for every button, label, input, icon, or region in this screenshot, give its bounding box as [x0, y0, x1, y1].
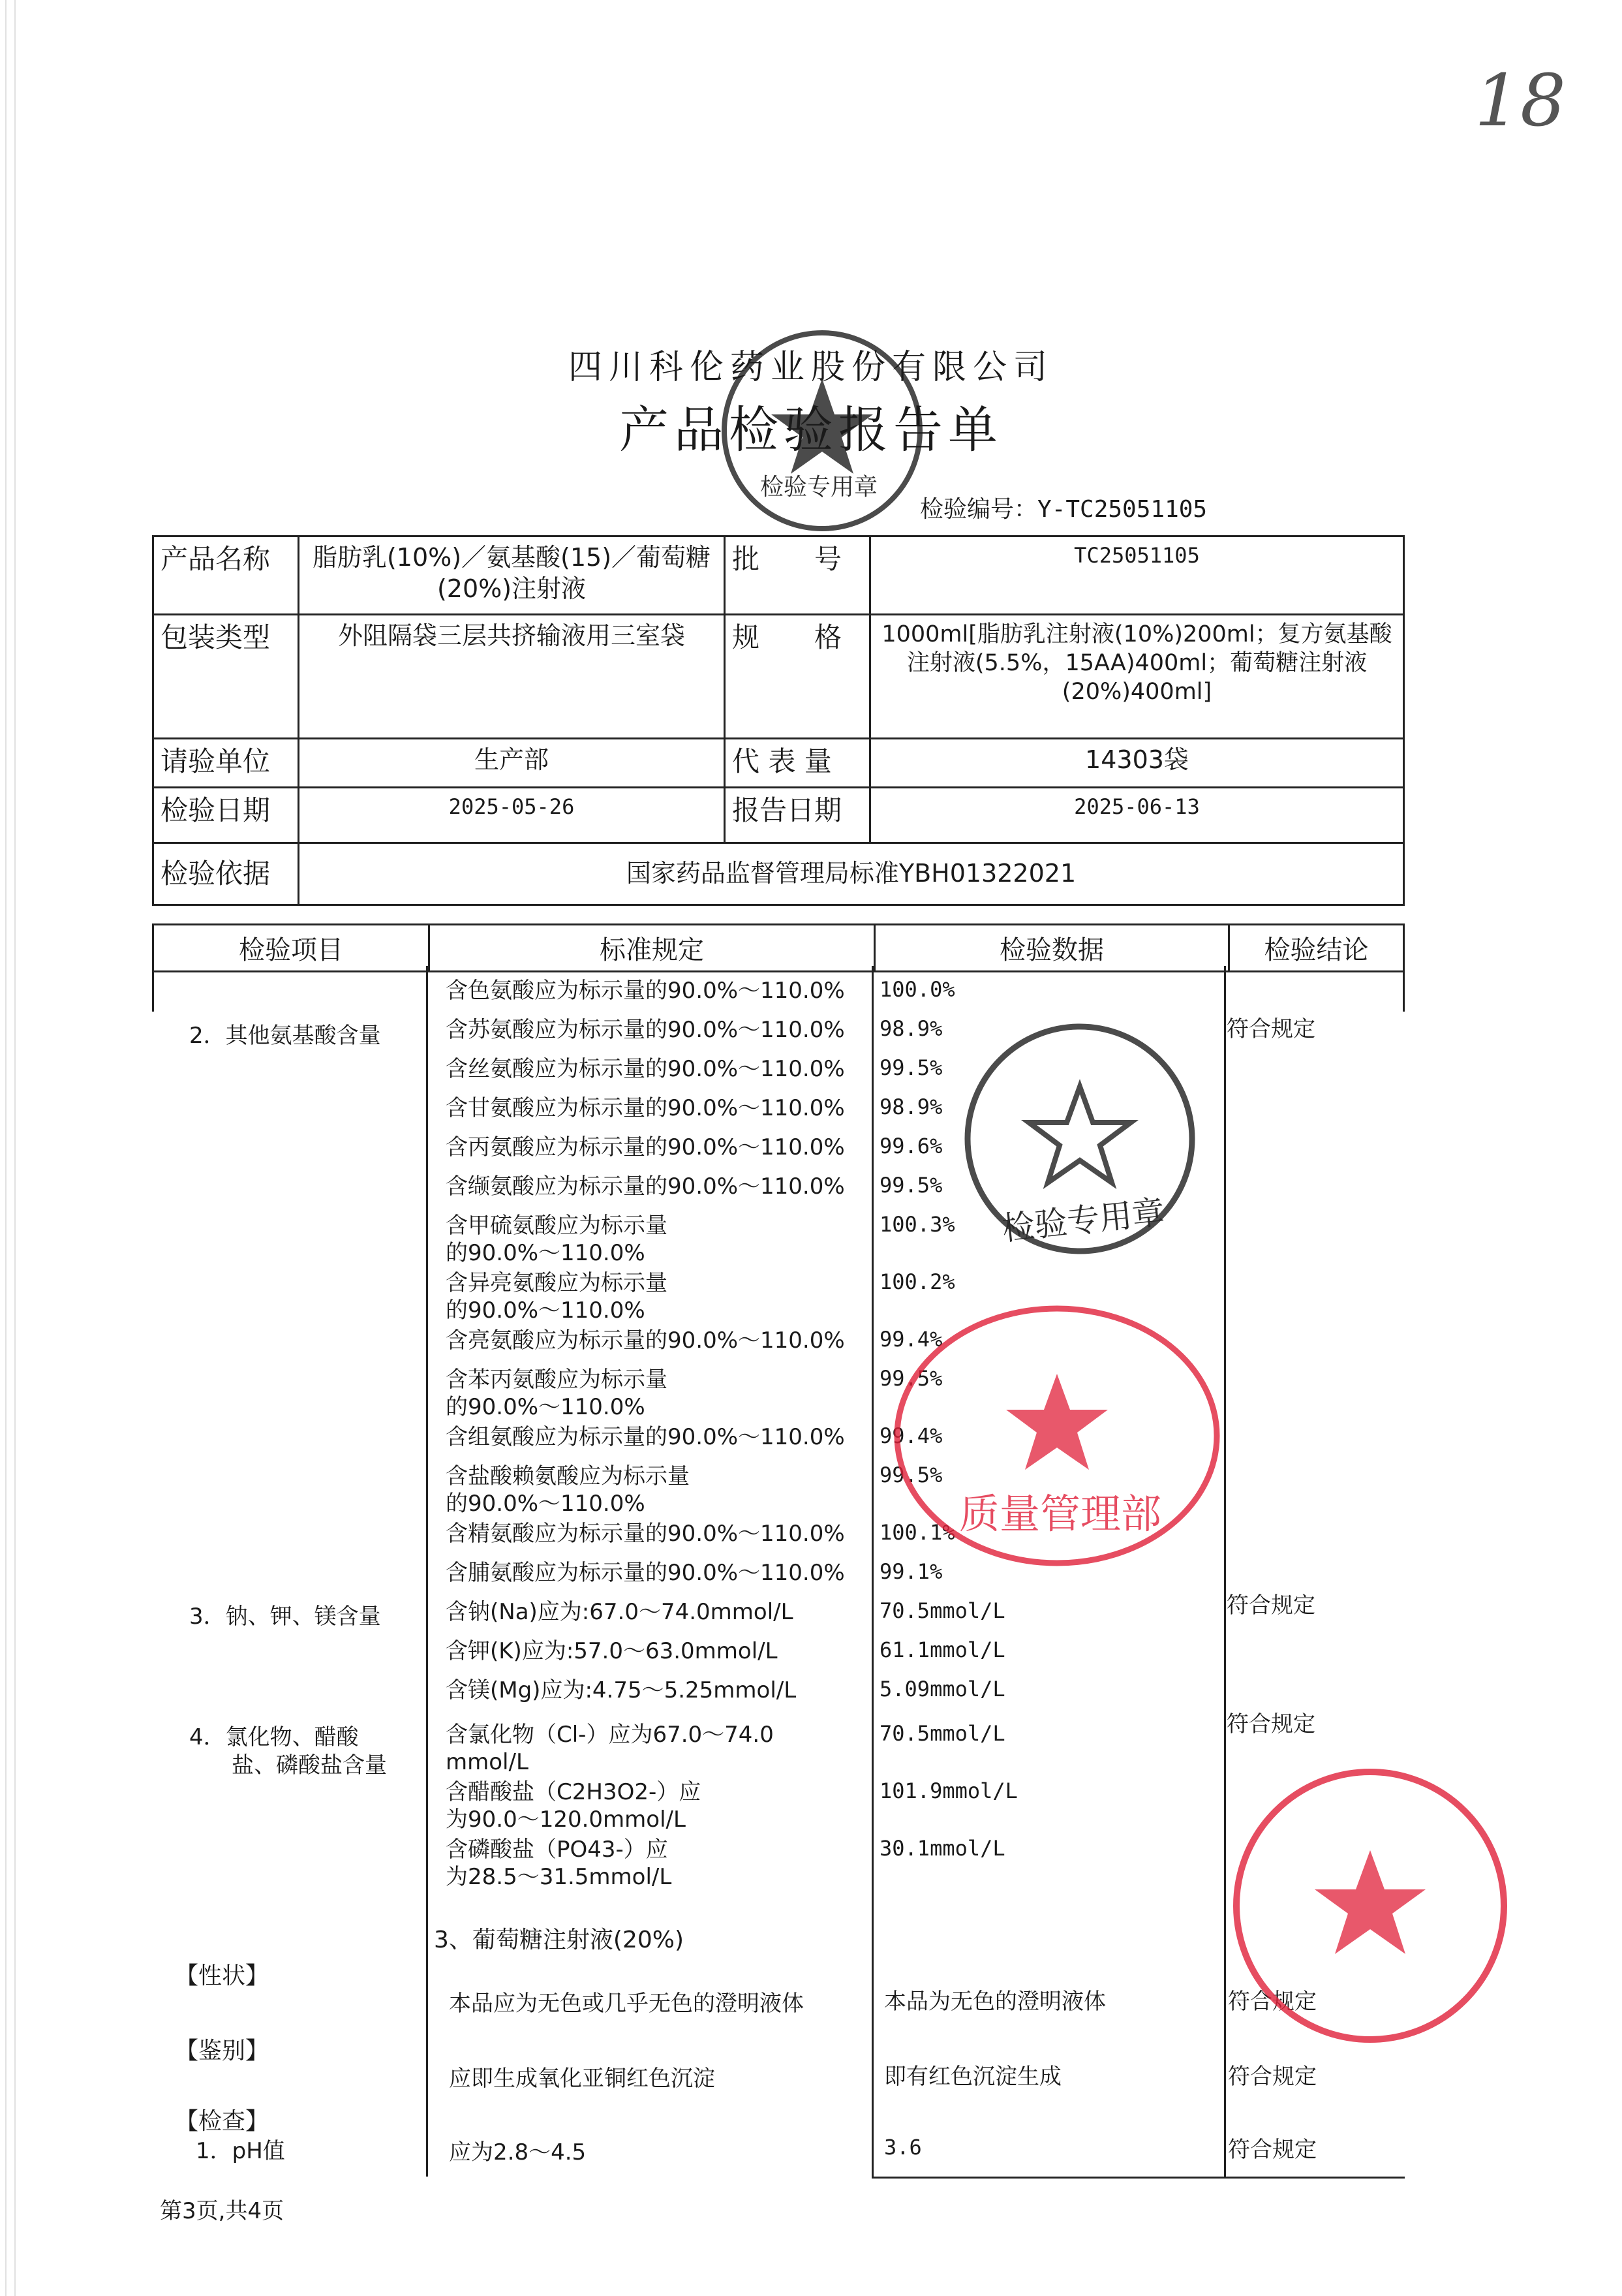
standard-text: 含苏氨酸应为标示量的90.0%～110.0% — [446, 1017, 845, 1043]
report-number — [920, 491, 1207, 524]
standard-text: 的90.0%～110.0% — [446, 1394, 645, 1420]
batch-label: 批 号 — [725, 536, 870, 615]
data-value: 100.2% — [880, 1269, 955, 1294]
basis-label: 检验依据 — [153, 843, 299, 905]
standard-text: 为90.0～120.0mmol/L — [446, 1807, 686, 1833]
document-title: 产品检验报告单 — [619, 401, 1003, 459]
col-test-item: 检验项目 — [153, 925, 429, 972]
standard-text: 含苯丙氨酸应为标示量 — [446, 1367, 667, 1393]
standard-text: 含氯化物（Cl-）应为67.0～74.0 — [446, 1722, 774, 1748]
data-value: 101.9mmol/L — [880, 1778, 1018, 1803]
standard-text: 含醋酸盐（C2H3O2-）应 — [446, 1779, 701, 1805]
spec-label: 规 格 — [725, 615, 870, 739]
characteristics-data: 本品为无色的澄明液体 — [884, 1989, 1106, 2015]
data-value: 100.0% — [880, 977, 955, 1002]
data-value: 99.5% — [880, 1463, 943, 1487]
page-footer: 第3页,共4页 — [160, 2198, 284, 2224]
characteristics-label: 【性状】 — [175, 1962, 269, 1989]
data-value: 5.09mmol/L — [880, 1677, 1005, 1701]
package-type: 外阻隔袋三层共挤输液用三室袋 — [299, 615, 725, 739]
data-value: 70.5mmol/L — [880, 1721, 1005, 1746]
standard-text: 为28.5～31.5mmol/L — [446, 1864, 672, 1890]
test-basis: 国家药品监督管理局标准YBH01322021 — [299, 843, 1404, 905]
product-name-label: 产品名称 — [153, 536, 299, 615]
report-date: 2025-06-13 — [870, 788, 1404, 843]
standard-text: 含钠(Na)应为:67.0～74.0mmol/L — [446, 1599, 793, 1625]
data-value: 99.1% — [880, 1559, 943, 1584]
ph-standard: 应为2.8～4.5 — [449, 2139, 587, 2165]
stamp-red-oval-label: 质量管理部 — [959, 1490, 1162, 1538]
data-value: 98.9% — [880, 1094, 943, 1119]
data-value: 99.5% — [880, 1366, 943, 1391]
data-value: 99.4% — [880, 1327, 943, 1352]
table-left-edge — [152, 966, 154, 1012]
stamp-top-label: 检验专用章 — [760, 474, 878, 501]
characteristics-standard: 本品应为无色或几乎无色的澄明液体 — [449, 1991, 804, 2017]
test-date: 2025-05-26 — [299, 788, 725, 843]
conclusion-amino-acids: 符合规定 — [1227, 1016, 1315, 1042]
identification-conclusion: 符合规定 — [1228, 2064, 1317, 2090]
data-value: 100.3% — [880, 1212, 955, 1237]
standard-text: 含盐酸赖氨酸应为标示量 — [446, 1463, 690, 1489]
table-bottom-line — [872, 2177, 1405, 2179]
results-column-header — [152, 923, 1405, 972]
ph-label: 1．pH值 — [196, 2138, 285, 2164]
table-right-edge — [1403, 966, 1405, 1012]
standard-text: 的90.0%～110.0% — [446, 1297, 645, 1324]
standard-text: mmol/L — [446, 1749, 528, 1775]
data-value: 99.5% — [880, 1055, 943, 1080]
ph-data: 3.6 — [884, 2135, 922, 2160]
standard-text: 含甘氨酸应为标示量的90.0%～110.0% — [446, 1095, 845, 1121]
standard-text: 含丝氨酸应为标示量的90.0%～110.0% — [446, 1056, 845, 1082]
col-conclusion: 检验结论 — [1229, 925, 1404, 972]
standard-text: 含异亮氨酸应为标示量 — [446, 1270, 667, 1296]
check-label: 【检查】 — [175, 2108, 269, 2135]
item-electrolytes: 3．钠、钾、镁含量 — [189, 1604, 381, 1630]
characteristics-conclusion: 符合规定 — [1228, 1989, 1317, 2015]
requester-label: 请验单位 — [153, 739, 299, 788]
data-value: 100.1% — [880, 1520, 955, 1545]
col-data: 检验数据 — [875, 925, 1229, 972]
standard-text: 含丙氨酸应为标示量的90.0%～110.0% — [446, 1134, 845, 1160]
header-table — [152, 535, 1405, 906]
stamp-middle-label: 检验专用章 — [1000, 1193, 1167, 1248]
package-label: 包装类型 — [153, 615, 299, 739]
standard-text: 含缬氨酸应为标示量的90.0%～110.0% — [446, 1173, 845, 1200]
quantity-label: 代 表 量 — [725, 739, 870, 788]
standard-text: 含亮氨酸应为标示量的90.0%～110.0% — [446, 1327, 845, 1354]
column-divider — [426, 966, 428, 2177]
data-value: 99.6% — [880, 1134, 943, 1158]
quantity: 14303袋 — [870, 739, 1404, 788]
specification: 1000ml[脂肪乳注射液(10%)200ml；复方氨基酸注射液(5.5%，15AA)400ml；葡萄糖注射液(20%)400ml] — [870, 615, 1404, 739]
data-value: 30.1mmol/L — [880, 1836, 1005, 1861]
report-number-value: Y-TC25051105 — [1037, 496, 1208, 523]
conclusion-electrolytes: 符合规定 — [1227, 1592, 1315, 1619]
standard-text: 含脯氨酸应为标示量的90.0%～110.0% — [446, 1560, 845, 1586]
standard-text: 含精氨酸应为标示量的90.0%～110.0% — [446, 1521, 845, 1547]
item-anions-line2: 盐、磷酸盐含量 — [232, 1752, 387, 1778]
glucose-heading: 3、葡萄糖注射液(20%) — [434, 1927, 684, 1953]
standard-text: 含钾(K)应为:57.0～63.0mmol/L — [446, 1638, 778, 1664]
ph-conclusion: 符合规定 — [1228, 2137, 1317, 2163]
company-name: 四川科伦药业股份有限公司 — [568, 348, 1054, 387]
requester: 生产部 — [299, 739, 725, 788]
product-name: 脂肪乳(10%)／氨基酸(15)／葡萄糖(20%)注射液 — [299, 536, 725, 615]
conclusion-anions: 符合规定 — [1227, 1711, 1315, 1737]
standard-text: 含甲硫氨酸应为标示量 — [446, 1213, 667, 1239]
report-date-label: 报告日期 — [725, 788, 870, 843]
quality-stamp-red-round — [1227, 1762, 1514, 2049]
standard-text: 含色氨酸应为标示量的90.0%～110.0% — [446, 978, 845, 1004]
data-value: 61.1mmol/L — [880, 1637, 1005, 1662]
standard-text: 的90.0%～110.0% — [446, 1240, 645, 1266]
data-value: 70.5mmol/L — [880, 1598, 1005, 1623]
page-mark: 18 — [1475, 59, 1566, 142]
item-anions-line1: 4．氯化物、醋酸 — [189, 1724, 359, 1750]
identification-standard: 应即生成氧化亚铜红色沉淀 — [449, 2066, 715, 2092]
data-value: 98.9% — [880, 1016, 943, 1041]
item-other-amino-acids: 2．其他氨基酸含量 — [189, 1023, 381, 1049]
data-value: 99.4% — [880, 1423, 943, 1448]
report-number-label: 检验编号： — [920, 496, 1038, 523]
standard-text: 含组氨酸应为标示量的90.0%～110.0% — [446, 1424, 845, 1450]
column-divider — [872, 966, 874, 2177]
identification-label: 【鉴别】 — [175, 2038, 269, 2064]
identification-data: 即有红色沉淀生成 — [884, 2064, 1062, 2090]
data-value: 99.5% — [880, 1173, 943, 1198]
test-date-label: 检验日期 — [153, 788, 299, 843]
col-standard: 标准规定 — [429, 925, 875, 972]
standard-text: 含磷酸盐（PO43-）应 — [446, 1837, 668, 1863]
standard-text: 含镁(Mg)应为:4.75～5.25mmol/L — [446, 1677, 797, 1703]
standard-text: 的90.0%～110.0% — [446, 1491, 645, 1517]
batch-number: TC25051105 — [870, 536, 1404, 615]
